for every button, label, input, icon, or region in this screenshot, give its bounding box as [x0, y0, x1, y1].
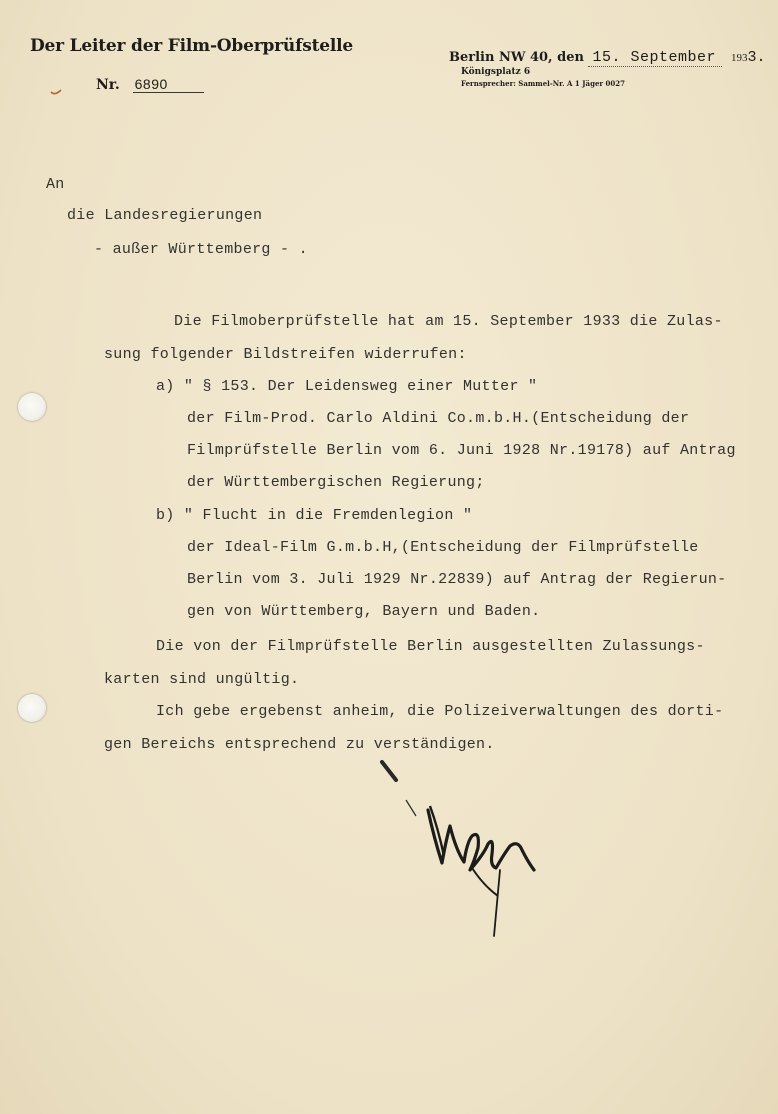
paragraph-3-line-1: Ich gebe ergebenst anheim, die Polizeiverwaltungen des dorti- — [156, 703, 724, 720]
year-prefix: 193 — [731, 52, 748, 64]
paragraph-3-line-2: gen Bereichs entsprechend zu verständigen. — [104, 736, 495, 753]
paragraph-2-line-2: karten sind ungültig. — [104, 671, 300, 688]
item-a-line-4: der Württembergischen Regierung; — [187, 474, 485, 491]
reference-number — [96, 76, 204, 93]
street-address: Königsplatz 6 — [461, 67, 531, 77]
punch-hole-top — [18, 393, 46, 421]
place-date-line — [449, 49, 766, 67]
place-label: Berlin NW 40, den — [449, 50, 584, 65]
item-b-line-2: der Ideal-Film G.m.b.H,(Entscheidung der Filmprüfstelle — [187, 539, 699, 556]
recipient-exception: - außer Württemberg - . — [94, 241, 308, 258]
item-b-line-3: Berlin vom 3. Juli 1929 Nr.22839) auf Antrag der Regierun- — [187, 571, 727, 588]
paragraph-1-line-1: Die Filmoberprüfstelle hat am 15. September 1933 die Zulas- — [174, 313, 723, 330]
reference-number-label: Nr. — [96, 77, 120, 93]
phone-number: Fernsprecher: Sammel-Nr. A 1 Jäger 0027 — [461, 79, 626, 88]
reference-number-value: 6890 — [133, 76, 204, 93]
item-a-line-3: Filmprüfstelle Berlin vom 6. Juni 1928 Nr.19178) auf Antrag — [187, 442, 736, 459]
item-b-title: b) " Flucht in die Fremdenlegion " — [156, 507, 473, 524]
punch-hole-bottom — [18, 694, 46, 722]
paragraph-1-line-2: sung folgender Bildstreifen widerrufen: — [104, 346, 467, 363]
letterhead-title: Der Leiter der Film-Oberprüfstelle — [30, 36, 353, 56]
item-b-line-4: gen von Württemberg, Bayern und Baden. — [187, 603, 541, 620]
recipient-name: die Landesregierungen — [67, 207, 263, 224]
pencil-mark-icon — [49, 84, 63, 98]
letter-date: 15. September — [588, 49, 722, 67]
sender-address — [461, 66, 625, 90]
year-digit: 3. — [747, 49, 766, 66]
recipient-an: An — [46, 176, 65, 193]
item-a-line-2: der Film-Prod. Carlo Aldini Co.m.b.H.(Entscheidung der — [187, 410, 690, 427]
item-a-title: a) " § 153. Der Leidensweg einer Mutter " — [156, 378, 538, 395]
paragraph-2-line-1: Die von der Filmprüfstelle Berlin ausgestellten Zulassungs- — [156, 638, 705, 655]
handwritten-signature — [372, 758, 552, 948]
